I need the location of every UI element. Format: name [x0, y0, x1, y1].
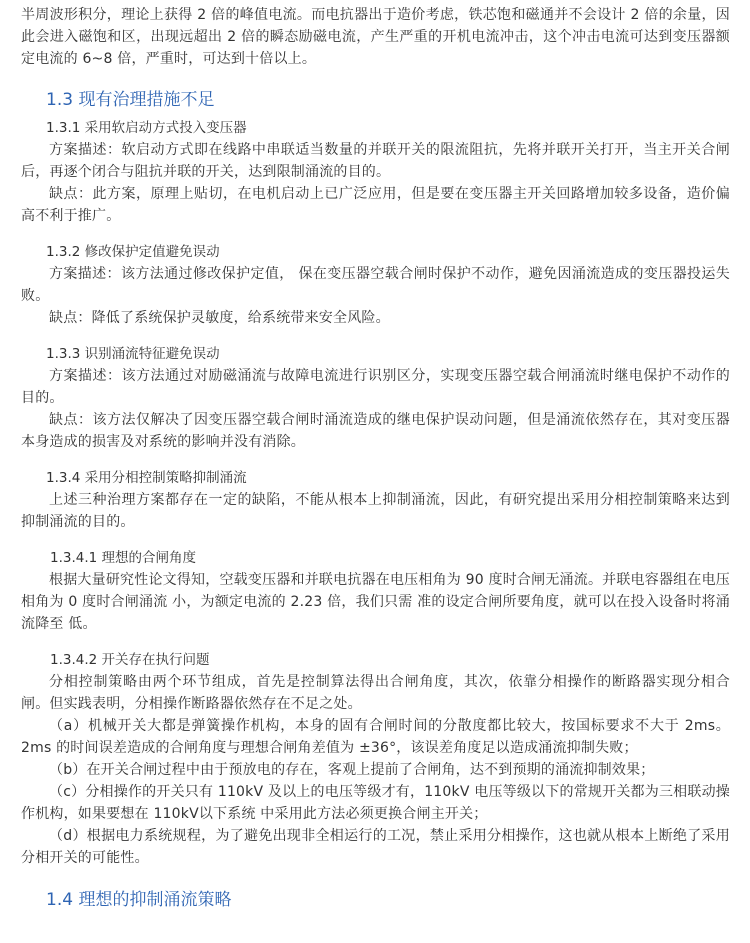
list-item-a: （a）机械开关大都是弹簧操作机构，本身的固有合闸时间的分散度都比较大，按国标要求不大于 2ms。2ms 的时间误差造成的合闸角度与理想合闸角差值为 ±36°，该误差角度足以造成涌流抑制失败；	[21, 718, 730, 756]
list-item-c: （c）分相操作的开关只有 110kV 及以上的电压等级才有，110kV 电压等级以下的常规开关都为三相联动操作机构，如果要想在 110kV以下系统 中采用此方法必须更换合闸主开关；	[21, 784, 730, 822]
subsection-1-3-2-drawback: 缺点：降低了系统保护灵敏度，给系统带来安全风险。	[49, 310, 390, 326]
subsection-1-3-4-1-heading: 1.3.4.1 理想的合闸角度	[50, 550, 197, 566]
subsection-1-3-1-heading: 1.3.1 采用软启动方式投入变压器	[46, 120, 247, 136]
subsection-1-3-4-heading: 1.3.4 采用分相控制策略抑制涌流	[46, 470, 247, 486]
subsection-1-3-2-scheme: 方案描述：该方法通过修改保护定值， 保在变压器空载合闸时保护不动作，避免因涌流造成的变压器投运失败。	[21, 266, 730, 304]
subsection-1-3-2-heading: 1.3.2 修改保护定值避免误动	[46, 244, 220, 260]
intro-paragraph: 半周波形积分，理论上获得 2 倍的峰值电流。而电抗器出于造价考虑，铁芯饱和磁通并不会设计 2 倍的余量，因此会进入磁饱和区，出现远超出 2 倍的瞬态励磁电流，产生严重的开机电流冲击，这个冲击电流可达到变压器额定电流的 6~8 倍，严重时，可达到十倍以上。	[21, 7, 730, 67]
subsection-1-3-4-1-text: 根据大量研究性论文得知，空载变压器和并联电抗器在电压相角为 90 度时合闸无涌流。并联电容器组在电压相角为 0 度时合闸涌流 小，为额定电流的 2.23 倍，我们只需 准的设定合闸所要角度，就可以在投入设备时将涌流降至 低。	[21, 572, 730, 632]
list-item-b: （b）在开关合闸过程中由于预放电的存在，客观上提前了合闸角，达不到预期的涌流抑制效果；	[49, 762, 655, 778]
section-1-3-title: 1.3 现有治理措施不足	[46, 90, 215, 110]
section-1-4-title: 1.4 理想的抑制涌流策略	[46, 890, 232, 910]
subsection-1-3-4-text: 上述三种治理方案都存在一定的缺陷，不能从根本上抑制涌流，因此，有研究提出采用分相控制策略来达到抑制涌流的目的。	[21, 492, 730, 530]
subsection-1-3-3-heading: 1.3.3 识别涌流特征避免误动	[46, 346, 220, 362]
subsection-1-3-3-scheme: 方案描述：该方法通过对励磁涌流与故障电流进行识别区分，实现变压器空载合闸涌流时继电保护不动作的目的。	[21, 368, 730, 406]
subsection-1-3-3-drawback: 缺点：该方法仅解决了因变压器空载合闸时涌流造成的继电保护误动问题，但是涌流依然存在，其对变压器本身造成的损害及对系统的影响并没有消除。	[21, 412, 730, 450]
subsection-1-3-4-2-text: 分相控制策略由两个环节组成，首先是控制算法得出合闸角度，其次，依靠分相操作的断路器实现分相合闸。但实践表明，分相操作断路器依然存在不足之处。	[21, 674, 730, 712]
subsection-1-3-1-scheme: 方案描述：软启动方式即在线路中串联适当数量的并联开关的限流阻抗，先将并联开关打开，当主开关合闸后，再逐个闭合与阻抗并联的开关，达到限制涌流的目的。	[21, 142, 730, 180]
subsection-1-3-4-2-heading: 1.3.4.2 开关存在执行问题	[50, 652, 210, 668]
subsection-1-3-1-drawback: 缺点：此方案，原理上贴切，在电机启动上已广泛应用，但是要在变压器主开关回路增加较多设备，造价偏高不利于推广。	[21, 186, 730, 224]
list-item-d: （d）根据电力系统规程，为了避免出现非全相运行的工况，禁止采用分相操作，这也就从根本上断绝了采用分相开关的可能性。	[21, 828, 730, 866]
